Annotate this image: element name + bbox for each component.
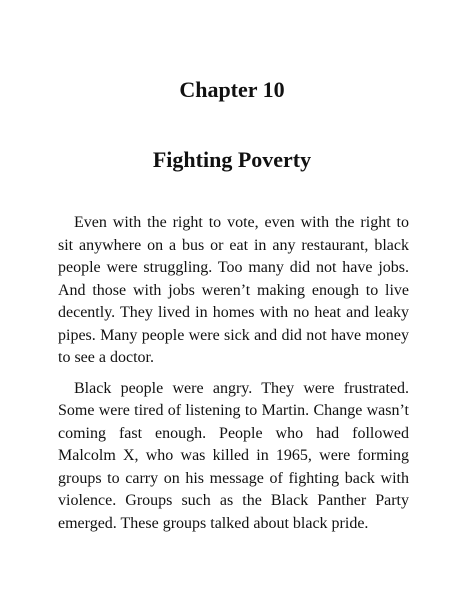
chapter-body: [58, 212, 409, 543]
paragraph-1: Even with the right to vote, even with the right to sit anywhere on a bus or eat in any restaurant, black people were struggling. Too many did not have jobs. And those with jobs weren’t making enough to live decently. They lived in homes with no heat and leaky pipes. Many people were sick and did not have money to see a doctor.: [58, 214, 409, 366]
paragraph-2: Black people were angry. They were frustrated. Some were tired of listening to Martin. Change wasn’t coming fast enough. People who had followed Malcolm X, who was killed in 1965, were forming groups to carry on his message of fighting back with violence. Groups such as the Black Panther Party emerged. These groups talked about black pride.: [58, 379, 409, 532]
chapter-title: Fighting Poverty: [152, 147, 312, 172]
chapter-number: Chapter 10: [179, 77, 285, 102]
